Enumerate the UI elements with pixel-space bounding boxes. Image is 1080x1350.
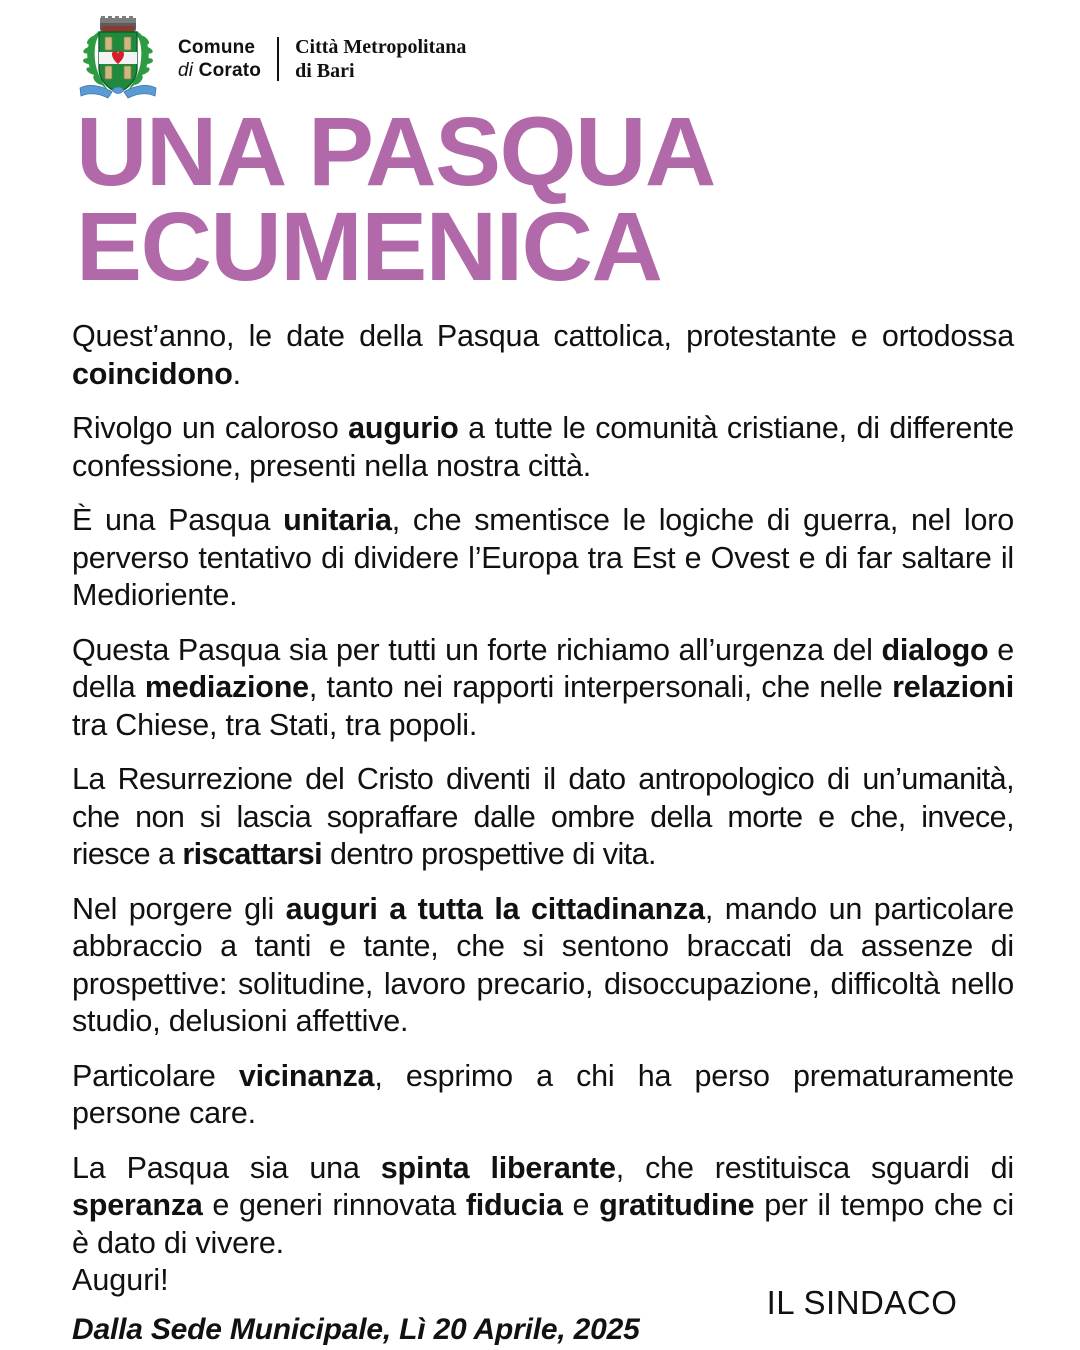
body-text: Quest’anno, le date della Pasqua cattolica, protestante e ortodossa: [72, 319, 1014, 353]
page-title: [76, 97, 1035, 302]
body-text: , mando un particolare abbraccio a tanti e tante, che si sentono braccati da assenze di prospettive: solitudine, lavoro precario, disoccupazione, difficoltà nello studio, delusioni affettive.: [72, 891, 1014, 1038]
emphasis-text: augurio: [348, 411, 459, 445]
emphasis-text: dialogo: [881, 632, 989, 667]
corato-label: Corato: [198, 60, 262, 81]
body-text: Particolare: [72, 1058, 239, 1093]
citta-metropolitana-wordmark: [295, 35, 466, 84]
di-label: di: [178, 60, 199, 81]
body-text: tra Chiese, tra Stati, tra popoli.: [72, 707, 478, 742]
body-text: La Pasqua sia una: [72, 1150, 381, 1185]
paragraph-5: [72, 761, 1014, 874]
institution-logotype: [178, 35, 466, 84]
emphasis-text: unitaria: [283, 503, 392, 537]
body-text: Rivolgo un caloroso: [72, 411, 349, 445]
body-text: Questa Pasqua sia per tutti un forte richiamo all’urgenza del: [72, 632, 882, 667]
paragraph-8: [72, 1150, 1014, 1263]
citta-metropolitana-label: Città Metropolitana: [295, 35, 467, 58]
emphasis-text: speranza: [72, 1188, 203, 1222]
title-line-2: ECUMENICA: [76, 192, 662, 302]
signature-block: [702, 1284, 1022, 1336]
message-body: [72, 318, 1014, 1348]
body-text: .: [232, 356, 241, 391]
emphasis-text: fiducia: [465, 1188, 563, 1222]
paragraph-4: [72, 632, 1014, 745]
emphasis-text: riscattarsi: [182, 837, 323, 871]
comune-di-corato-wordmark: [178, 36, 261, 82]
coat-of-arms-icon: [72, 12, 164, 104]
body-text: e della: [72, 632, 1014, 704]
closing-greeting: Auguri!: [72, 1263, 169, 1297]
body-text: La Resurrezione del Cristo diventi il dato antropologico di un’umanità, che non si lascia sopraffare dalle ombre della morte e che, invece, riesce a: [72, 762, 1014, 871]
body-text: , che restituisca sguardi di: [615, 1150, 1015, 1185]
body-text: Nel porgere gli: [72, 891, 286, 926]
paragraph-1: [72, 318, 1014, 393]
body-text: È una Pasqua: [72, 503, 284, 537]
body-text: per il tempo che ci è dato di vivere.: [72, 1188, 1014, 1260]
emphasis-text: relazioni: [892, 670, 1014, 704]
emphasis-text: auguri a tutta la cittadinanza: [285, 891, 705, 926]
body-text: , esprimo a chi ha perso prematuramente persone care.: [72, 1058, 1014, 1130]
paragraph-6: [72, 891, 1014, 1041]
paragraph-3: [72, 502, 1014, 615]
body-text: e: [562, 1188, 600, 1222]
body-text: dentro prospettive di vita.: [322, 837, 656, 871]
paragraph-7: [72, 1058, 1014, 1133]
logo-divider: [277, 37, 279, 81]
comune-label: Comune: [178, 36, 256, 58]
body-text: e generi rinnovata: [202, 1188, 466, 1222]
emphasis-text: vicinanza: [238, 1058, 375, 1093]
paragraph-2: [72, 410, 1014, 485]
emphasis-text: gratitudine: [599, 1188, 755, 1222]
institutional-header: [72, 12, 466, 104]
emphasis-text: coincidono: [72, 356, 233, 391]
body-text: , tanto nei rapporti interpersonali, che nelle: [308, 670, 893, 704]
body-text: a tutte le comunità cristiane, di differente confessione, presenti nella nostra città.: [72, 411, 1014, 483]
paragraph-list: [72, 318, 1014, 1262]
emphasis-text: mediazione: [144, 670, 309, 704]
mayor-name-label: [702, 1326, 1022, 1336]
title-line-1: UNA PASQUA: [76, 97, 715, 206]
emphasis-text: spinta liberante: [380, 1150, 616, 1185]
mayor-role-label: IL SINDACO: [766, 1284, 958, 1321]
dateline: Dalla Sede Municipale, Lì 20 Aprile, 2025: [72, 1312, 640, 1346]
di-bari-label: di Bari: [295, 60, 355, 82]
body-text: , che smentisce le logiche di guerra, nel loro perverso tentativo di dividere l’Europa tra Est e Ovest e di far saltare il Medioriente.: [72, 503, 1014, 612]
